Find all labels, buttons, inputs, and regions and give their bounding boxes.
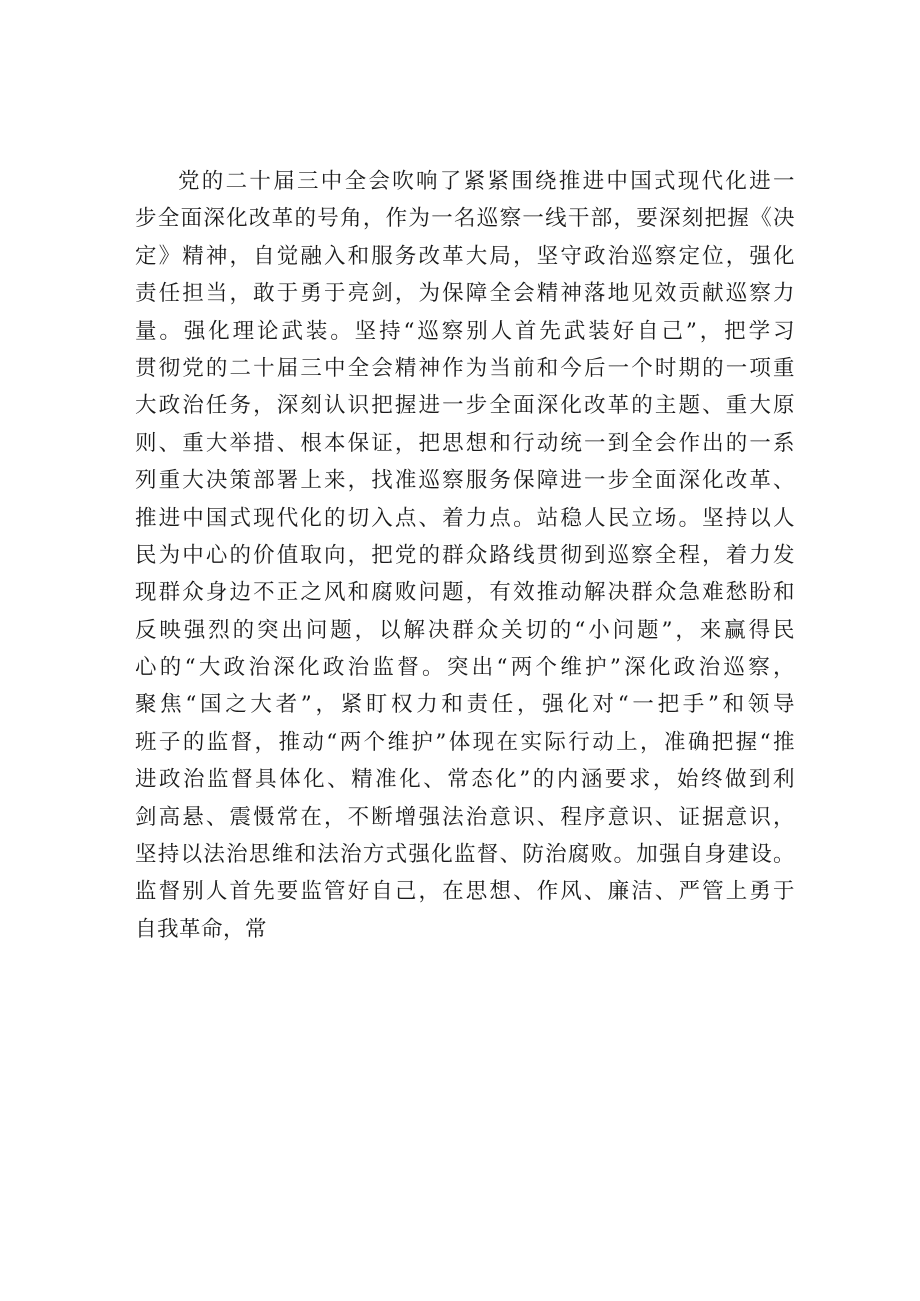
text-line: 则、重大举措、根本保证，把思想和行动统一到全会作出的一系 — [135, 430, 795, 456]
text-line: 聚焦“国之大者”，紧盯权力和责任，强化对“一把手”和领导 — [135, 692, 795, 718]
text-line: 坚持以法治思维和法治方式强化监督、防治腐败。加强自身建设。 — [135, 842, 795, 868]
text-line: 反映强烈的突出问题，以解决群众关切的“小问题”，来赢得民 — [135, 617, 795, 643]
text-line: 进政治监督具体化、精准化、常态化”的内涵要求，始终做到利 — [135, 767, 795, 793]
text-line: 责任担当，敢于勇于亮剑，为保障全会精神落地见效贡献巡察力 — [135, 281, 795, 307]
text-line: 党的二十届三中全会吹响了紧紧围绕推进中国式现代化进一 — [178, 169, 795, 194]
text-line: 现群众身边不正之风和腐败问题，有效推动解决群众急难愁盼和 — [135, 580, 795, 606]
text-line: 步全面深化改革的号角，作为一名巡察一线干部，要深刻把握《决 — [135, 206, 795, 232]
text-line: 班子的监督，推动“两个维护”体现在实际行动上，准确把握“推 — [135, 729, 795, 755]
text-line: 心的“大政治深化政治监督。突出“两个维护”深化政治巡察， — [135, 655, 795, 681]
text-line: 推进中国式现代化的切入点、着力点。站稳人民立场。坚持以人 — [135, 505, 795, 531]
document-body — [135, 163, 795, 948]
text-line: 民为中心的价值取向，把党的群众路线贯彻到巡察全程，着力发 — [135, 542, 795, 568]
text-line: 定》精神，自觉融入和服务改革大局，坚守政治巡察定位，强化 — [135, 243, 795, 269]
text-line: 大政治任务，深刻认识把握进一步全面深化改革的主题、重大原 — [135, 393, 795, 419]
text-line: 自我革命，常 — [135, 916, 268, 942]
text-line: 剑高悬、震慑常在，不断增强法治意识、程序意识、证据意识， — [135, 804, 795, 830]
text-line: 监督别人首先要监管好自己，在思想、作风、廉洁、严管上勇于 — [135, 879, 795, 905]
text-line: 贯彻党的二十届三中全会精神作为当前和今后一个时期的一项重 — [135, 355, 795, 381]
text-line: 量。强化理论武装。坚持“巡察别人首先武装好自己”，把学习 — [135, 318, 795, 344]
text-line: 列重大决策部署上来，找准巡察服务保障进一步全面深化改革、 — [135, 468, 795, 494]
